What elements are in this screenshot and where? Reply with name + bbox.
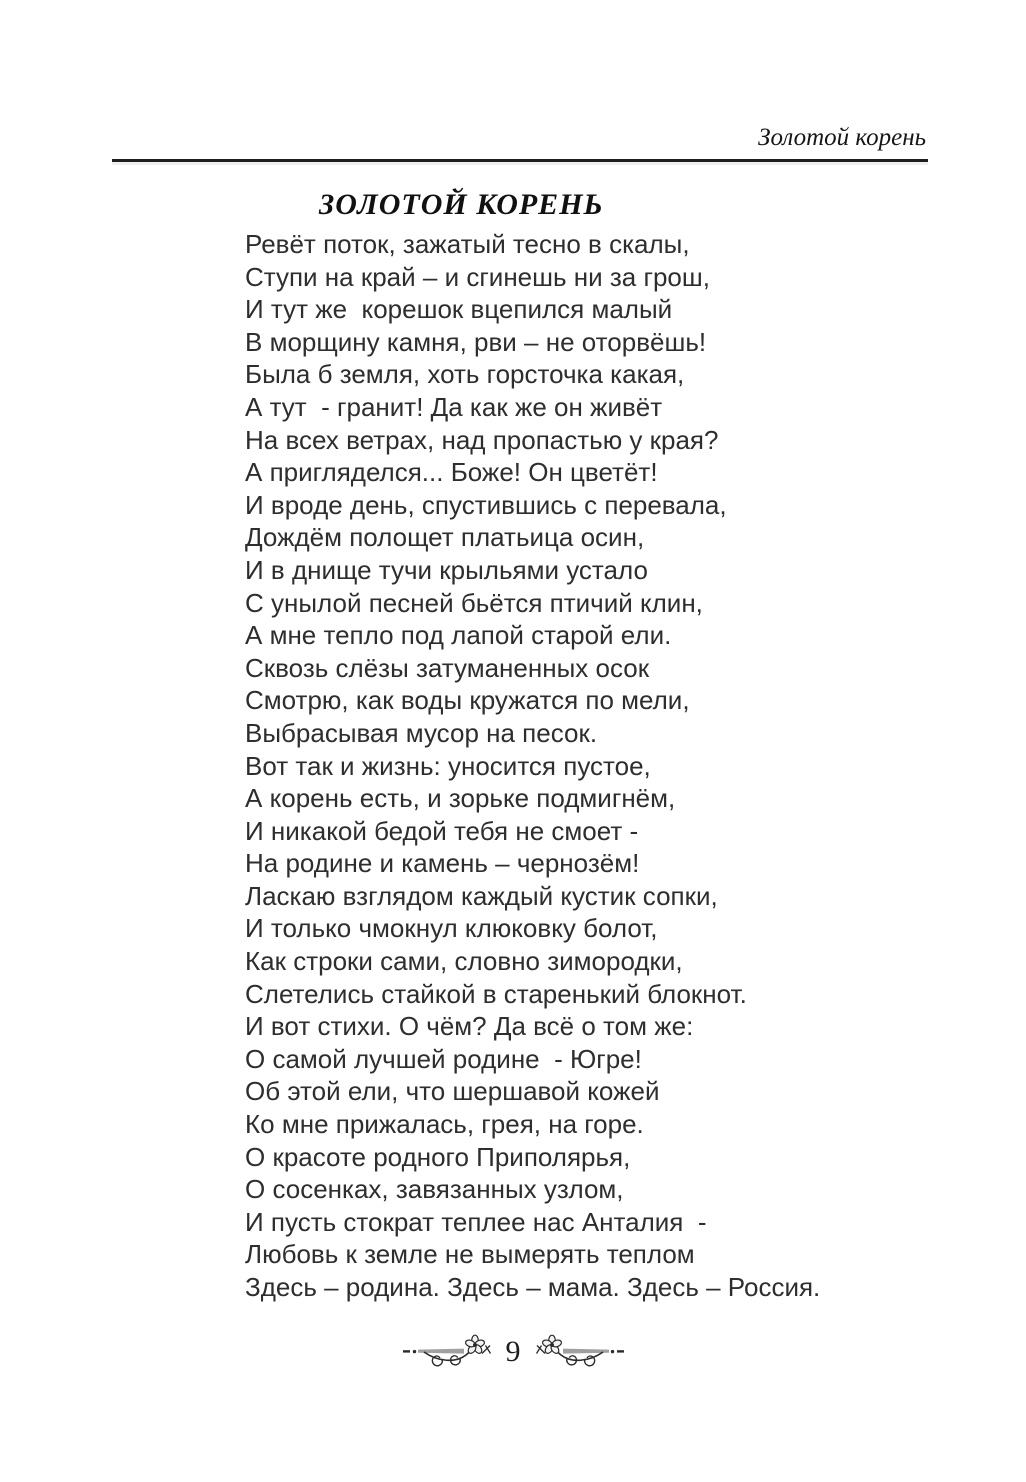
poem-line: Выбрасывая мусор на песок. (245, 717, 598, 748)
running-header-title: Золотой корень (758, 124, 926, 151)
poem-line: В морщину камня, рви – не оторвёшь! (245, 326, 707, 357)
poem-line: О красоте родного Приполярья, (245, 1141, 631, 1172)
poem-line: И только чмокнул клюковку болот, (245, 913, 658, 944)
poem-line: Ласкаю взглядом каждый кустик сопки, (245, 880, 718, 911)
poem-block (245, 189, 976, 1304)
poem-line: Вот так и жизнь: уносится пустое, (245, 750, 651, 781)
poem-line: Сквозь слёзы затуманенных осок (245, 652, 650, 683)
poem-line: А пригляделся... Боже! Он цветёт! (245, 457, 658, 488)
poem-line: О самой лучшей родине - Югре! (245, 1043, 642, 1074)
poem-title: ЗОЛОТОЙ КОРЕНЬ (319, 188, 604, 221)
poem-line: А тут - гранит! Да как же он живёт (245, 391, 663, 422)
poem-line: Ко мне прижалась, грея, на горе. (245, 1109, 644, 1140)
poem-line: А корень есть, и зорьке подмигнём, (245, 783, 676, 814)
poem-line: На родине и камень – чернозём! (245, 848, 640, 879)
page-header (112, 124, 928, 162)
poem-line: Ступи на край – и сгинешь ни за грош, (245, 261, 710, 292)
poem-line: Была б земля, хоть горсточка какая, (245, 359, 685, 390)
floral-flourish-icon (533, 1332, 625, 1372)
poem-line: И вот стихи. О чём? Да всё о том же: (245, 1011, 694, 1042)
poem-line: Дождём полощет платьица осин, (245, 522, 645, 553)
poem-line: И никакой бедой тебя не смоет - (245, 815, 639, 846)
poem-lines (245, 228, 976, 1304)
poem-line: Любовь к земле не вымерять теплом (245, 1239, 695, 1270)
poem-line: Слетелись стайкой в старенький блокнот. (245, 978, 747, 1009)
floral-flourish-icon (402, 1332, 494, 1372)
poem-line: Ревёт поток, зажатый тесно в скалы, (245, 229, 690, 259)
poem-line: На всех ветрах, над пропастью у края? (245, 424, 719, 455)
poem-line: А мне тепло под лапой старой ели. (245, 620, 672, 651)
poem-line: И вроде день, спустившись с перевала, (245, 489, 727, 520)
poem-line: Здесь – родина. Здесь – мама. Здесь – Россия. (245, 1272, 821, 1302)
page-footer (0, 1332, 1026, 1372)
poem-line: Как строки сами, словно зимородки, (245, 946, 683, 977)
page-number: 9 (505, 1335, 521, 1368)
poem-line: С унылой песней бьётся птичий клин, (245, 587, 703, 618)
poem-line: И в днище тучи крыльями устало (245, 554, 648, 585)
header-rule (112, 159, 928, 162)
poem-line: И пусть стократ теплее нас Анталия - (245, 1206, 707, 1237)
poem-line: Смотрю, как воды кружатся по мели, (245, 685, 690, 716)
poem-line: Об этой ели, что шершавой кожей (245, 1076, 660, 1107)
poem-line: О сосенках, завязанных узлом, (245, 1174, 624, 1205)
poem-line: И тут же корешок вцепился малый (245, 294, 673, 325)
